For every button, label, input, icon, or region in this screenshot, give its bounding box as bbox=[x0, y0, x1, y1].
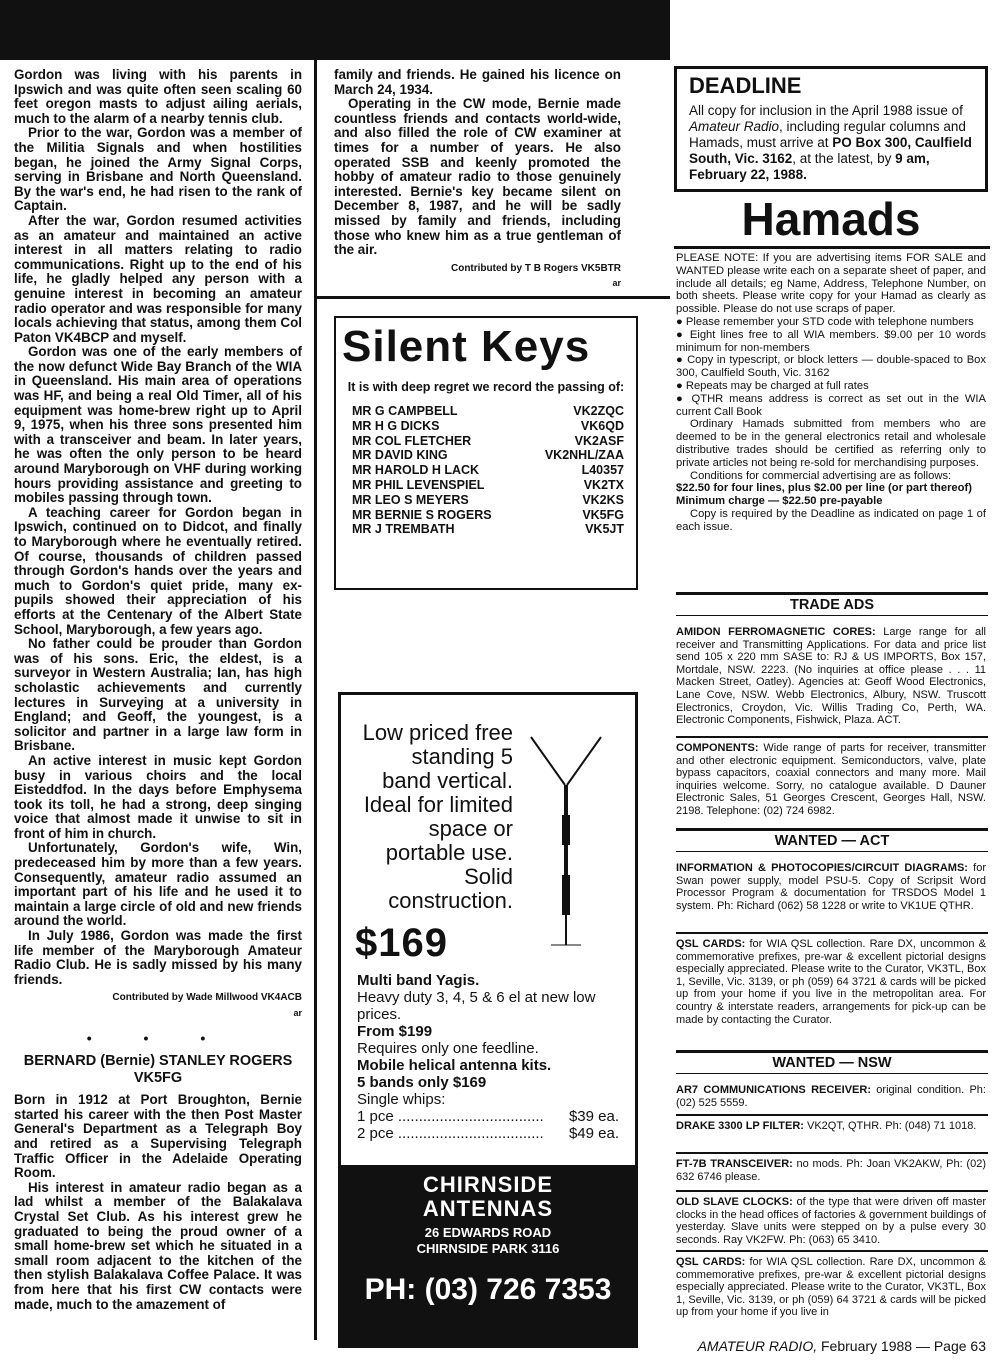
silent-key-entry: MR G CAMPBELL VK2ZQC bbox=[352, 404, 624, 418]
paragraph: family and friends. He gained his licence on March 24, 1934. bbox=[334, 67, 621, 97]
hamads-notes: PLEASE NOTE: If you are advertising items FOR SALE and WANTED please write each on a separate sheet of paper, and include all details; eg Name, Address, Telephone Number, on both sheets. Please write copy for your Hamad as clearly as possible. Please do not use scraps of paper. ● Please remember your STD code with telephone numbers ● Eight lines free to all WIA members. $9.00 per 10 words minimum for non-members ● Copy in typescript, or block letters — double-spaced to Box 300, Caulfield South, Vic. 3162 ● Repeats may be charged at full rates ● QTHR means address is correct as set out in the WIA current Call Book Ordinary Hamads submitted from members who are deemed to be in the general electronics retail and wholesale distributive trades should be certified as referring only to private articles not being re-sold for merchandising purposes. Conditions for commercial advertising are as follows: $22.50 for four lines, plus $2.00 per line (or part thereof) Minimum charge — $22.50 pre-payable Copy is required by the Deadline as indicated on page 1 of each issue. bbox=[676, 252, 986, 533]
contributor-credit: Contributed by Wade Millwood VK4ACB bbox=[112, 992, 302, 1004]
trade-ad-entry: AMIDON FERROMAGNETIC CORES: Large range for all receiver and Transmitting Applications. For data and price list send 105 x 220 mm SASE to: RJ & US IMPORTS, Box 157, Mortdale, NSW. 2223. (No inquiries at office please . . . 11 Macken Street, Oatley). Agencies at: Geoff Wood Electronics, Lane Cove, NSW. Webb Electronics, Albury, NSW. Truscott Electronics, Croydon, Vic. Willis Trading Co, Perth, WA. Electronic Components, Fishwick, Plaza. ACT. bbox=[676, 626, 986, 727]
wanted-entry: DRAKE 3300 LP FILTER: VK2QT, QTHR. Ph: (048) 71 1018. bbox=[676, 1120, 977, 1132]
entry-divider bbox=[676, 1152, 988, 1154]
silent-key-entry: MR BERNIE S ROGERS VK5FG bbox=[352, 507, 624, 522]
obituary-column-2 bbox=[334, 68, 621, 291]
header-black-bar bbox=[0, 0, 670, 60]
wanted-entry: OLD SLAVE CLOCKS: of the type that were driven off master clocks in the head offices of factories & government buildings of yesterday. Slave units were stepped on by a pulse every 30 seconds. Ray VK2FW. Ph: (063) 65 3410. bbox=[676, 1196, 986, 1246]
antenna-illustration bbox=[521, 725, 611, 955]
wanted-nsw-heading: WANTED — NSW bbox=[676, 1050, 988, 1074]
ad-price: $169 bbox=[355, 921, 448, 965]
wanted-entry: QSL CARDS: for WIA QSL collection. Rare DX, uncommon & commemorative prefixes, pre-war & excellent pictorial designs especially appreciated. Please write to the Curator, VK3TL, Box 1, Seville, Vic. 3139, or ph (059) 64 3721 & cards will be picked up from your home if you live in bbox=[676, 1256, 986, 1319]
silent-key-entry: MR COL FLETCHER VK2ASF bbox=[352, 433, 624, 448]
antenna-advertisement bbox=[338, 692, 638, 1348]
ad-headline: Low priced free standing 5 band vertical. Ideal for limited space or portable use. Solid construction. bbox=[362, 720, 513, 913]
deadline-text: All copy for inclusion in the April 1988 issue of Amateur Radio, including regular columns and Hamads, must arrive at PO Box 300, Caulfield South, Vic. 3162, at the latest, by 9 am, February 22, 1988. bbox=[689, 103, 972, 182]
silent-key-entry: MR H G DICKS VK6QD bbox=[352, 418, 624, 433]
obituary-heading: BERNARD (Bernie) STANLEY ROGERS VK5FG bbox=[23, 1053, 293, 1087]
paragraph: After the war, Gordon resumed activities as an amateur and maintained an active interest in all matters relating to radio communications. Right up to the end of his life, he gladly helped any person with a genuine interest in becoming an amateur radio operator and was responsible for many locals achieving that status, among them Col Paton VK4BCP and myself. bbox=[14, 212, 302, 345]
end-mark: ar bbox=[293, 1008, 302, 1018]
wanted-entry: QSL CARDS: for WIA QSL collection. Rare DX, uncommon & commemorative prefixes, pre-war & excellent pictorial designs especially appreciated. Please write to the Curator, VK3TL, Box 1, Seville, Vic. 3139, or ph (059) 64 3721 & cards will be picked up from your home if you live in the metropolitan area. For country & interstate readers, arrangements for pick-up can be made by contacting the Curator. bbox=[676, 938, 986, 1026]
paragraph: Gordon was living with his parents in Ipswich and was quite often seen scaling 60 feet oregon masts to adjust ailing aerials, much to the alarm of a nearby tennis club. bbox=[14, 67, 302, 126]
paragraph: Gordon was one of the early members of the now defunct Wide Bay Branch of the WIA in Queensland. His main area of operations was HF, and being a real Old Timer, all of his equipment was home-brew right up to April 9, 1975, when his three sons presented him with a transceiver and beam. In later years, he was often the only person to be heard around Maryborough on VHF during working hours providing assistance and greeting to mobiles passing through town. bbox=[14, 344, 302, 506]
silent-key-entry: MR HAROLD H LACK L40357 bbox=[352, 463, 624, 478]
ad-company-block: CHIRNSIDE ANTENNAS 26 EDWARDS ROAD CHIRNSIDE PARK 3116 PH: (03) 726 7353 bbox=[341, 1165, 635, 1345]
paragraph: An active interest in music kept Gordon busy in various choirs and the local Eisteddfod. In the days before Emphysema took its toll, he had a strong, deep singing voice that almost made it unwise to sit in front of him in church. bbox=[14, 752, 302, 841]
entry-divider bbox=[676, 1250, 988, 1252]
paragraph: His interest in amateur radio began as a lad whilst a member of the Balakalava Crystal Set Club. As his interest grew he graduated to being the proud owner of a small home-brew set which he situated in a small room adjacent to the kitchen of the then stylish Balakalava Coffee Palace. It was from here that his first CW contacts were made, much to the amazement of bbox=[14, 1179, 302, 1312]
paragraph: Unfortunately, Gordon's wife, Win, predeceased him by more than a few years. Consequently, amateur radio assumed an important part of his life and he used it to maintain a large circle of old and new friends around the world. bbox=[14, 840, 302, 929]
section-separator: • • • bbox=[86, 1029, 230, 1046]
trade-ads-heading: TRADE ADS bbox=[676, 592, 988, 616]
silent-key-entry: MR LEO S MEYERS VK2KS bbox=[352, 492, 624, 507]
hamads-title: Hamads bbox=[741, 193, 921, 245]
paragraph: Born in 1912 at Port Broughton, Bernie started his career with the then Post Master General's Department as a Telegraph Boy and retired as a Supervising Telegraph Traffic Officer in the Adelaide Operating Room. bbox=[14, 1092, 302, 1181]
entry-divider bbox=[676, 1114, 988, 1116]
paragraph: Operating in the CW mode, Bernie made countless friends and contacts world-wide, and also filled the role of CW examiner at times for a number of years. He also operated SSB and keenly promoted the hobby of amateur radio to those genuinely interested. Bernie's key became silent on December 8, 1987, and he will be sadly missed by family and friends, including those who knew him as a true gentleman of the air. bbox=[334, 96, 621, 258]
silent-keys-subtitle: It is with deep regret we record the passing of: bbox=[347, 380, 625, 394]
deadline-title: DEADLINE bbox=[689, 73, 802, 98]
page-footer: AMATEUR RADIO, February 1988 — Page 63 bbox=[697, 1338, 986, 1354]
paragraph: No father could be prouder than Gordon was of his sons. Eric, the eldest, is a surveyor in Western Australia; Ian, has high scholastic achievements and currently lectures in Surveying at a university in England; and Geoff, the youngest, is a solicitor and partner in a large law form in Brisbane. bbox=[14, 636, 302, 754]
wanted-entry: AR7 COMMUNICATIONS RECEIVER: original condition. Ph: (02) 525 5559. bbox=[676, 1084, 986, 1109]
silent-key-entry: MR PHIL LEVENSPIEL VK2TX bbox=[352, 477, 624, 492]
entry-divider bbox=[676, 932, 988, 934]
silent-key-entry: MR DAVID KING VK2NHL/ZAA bbox=[352, 448, 624, 463]
end-mark: ar bbox=[612, 278, 621, 289]
ad-details: Multi band Yagis. Heavy duty 3, 4, 5 & 6 el at new low prices. From $199 Requires only one feedline. Mobile helical antenna kits. 5 bands only $169 Single whips: 1 pce ................................... $39 ea. 2 pce ................................... $49 ea. bbox=[357, 972, 619, 1142]
silent-key-entry: MR J TREMBATH VK5JT bbox=[352, 522, 624, 537]
column-rule bbox=[314, 60, 317, 1340]
wanted-act-heading: WANTED — ACT bbox=[676, 828, 988, 852]
trade-ad-entry: COMPONENTS: Wide range of parts for receiver, transmitter and other electronic equipment. Semiconductors, valve, plate bypass capacitors, coaxial connectors and many more. Mail inquiries welcome. Sorry, no catalogue available. D Dauner Electronic Sales, 51 Georges Crescent, Georges Hall, NSW. 2198. Telephone: (02) 724 6982. bbox=[676, 742, 986, 817]
paragraph: Prior to the war, Gordon was a member of the Militia Signals and when hostilities began, he joined the Army Signal Corps, serving in Brisbane and North Queensland. By the war's end, he had risen to the rank of Captain. bbox=[14, 125, 302, 214]
obituary-column-1 bbox=[14, 68, 302, 1312]
paragraph: A teaching career for Gordon began in Ipswich, continued on to Didcot, and finally to Maryborough where he eventually retired. Of course, thousands of children passed through Gordon's hands over the years and much to Gordon's quiet pride, many ex-pupils showed their appreciation of his efforts at the Centenary of the Albert State School, Maryborough, a few years ago. bbox=[14, 504, 302, 637]
contributor-credit: Contributed by T B Rogers VK5BTR bbox=[450, 262, 621, 274]
ad-phone: PH: (03) 726 7353 bbox=[364, 1273, 612, 1306]
wanted-entry: FT-7B TRANSCEIVER: no mods. Ph: Joan VK2AKW, Ph: (02) 632 6746 please. bbox=[676, 1158, 986, 1183]
silent-keys-box bbox=[334, 316, 638, 590]
section-rule bbox=[314, 296, 670, 299]
wanted-entry: INFORMATION & PHOTOCOPIES/CIRCUIT DIAGRAMS: for Swan power supply, model PSU-5. Copy of Scripsit Word Processor Program & documentation for TRSDOS Model 1 system. Ph: Richard (062) 58 1228 or write to VK1UE QTHR. bbox=[676, 862, 986, 912]
entry-divider bbox=[676, 1190, 988, 1192]
entry-divider bbox=[676, 736, 988, 738]
deadline-box bbox=[674, 66, 988, 192]
section-rule bbox=[674, 246, 990, 249]
silent-keys-title: Silent Keys bbox=[342, 322, 591, 371]
paragraph: In July 1986, Gordon was made the first life member of the Maryborough Amateur Radio Club. He is sadly missed by his many friends. bbox=[14, 928, 302, 987]
